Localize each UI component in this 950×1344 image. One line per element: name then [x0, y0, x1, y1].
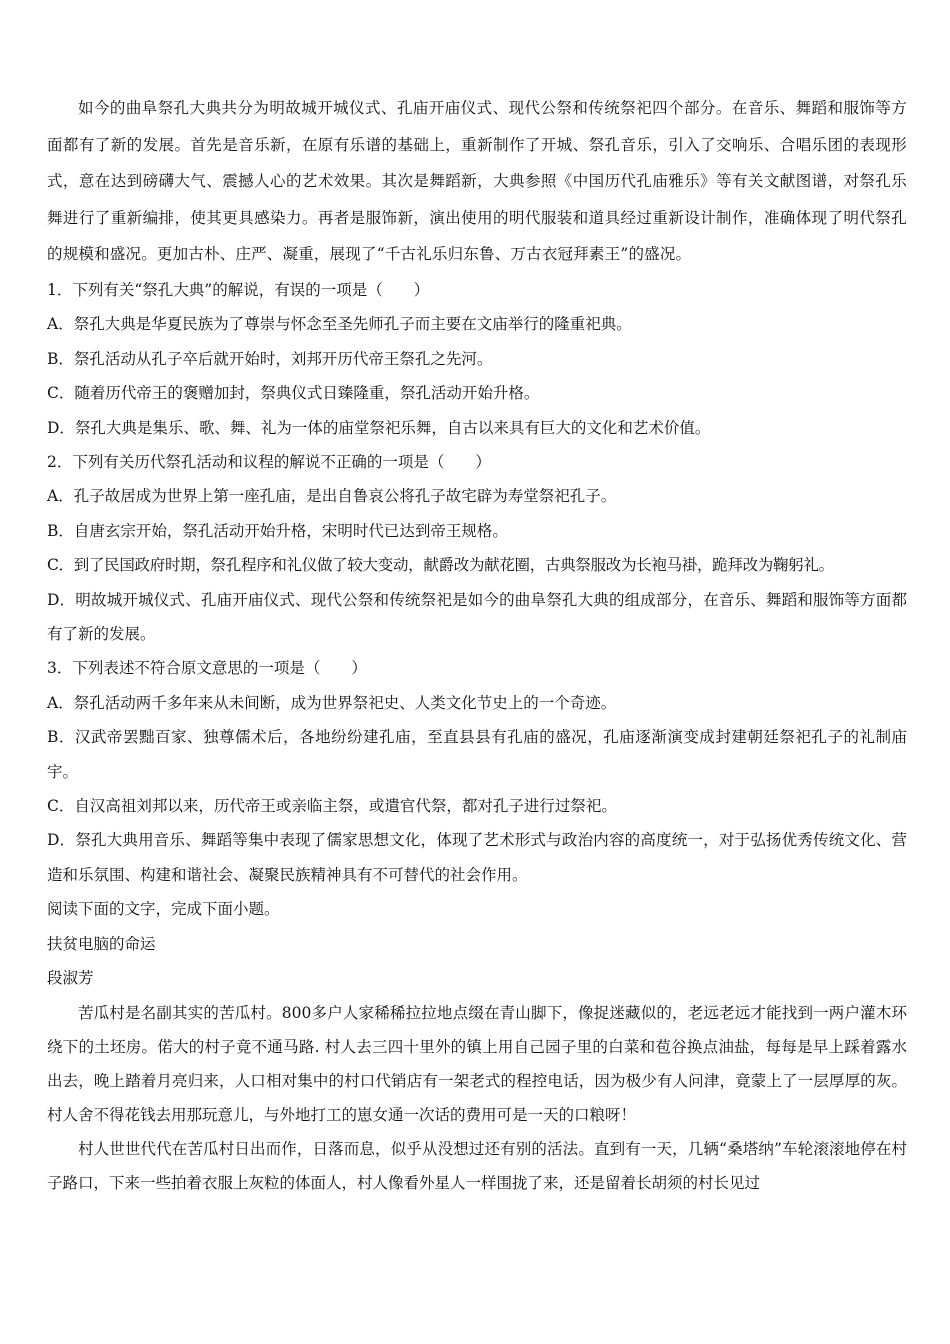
story-paragraph: 村人世世代代在苦瓜村日出而作，日落而息，似乎从没想过还有别的活法。直到有一天，几辆“桑塔纳”车轮滚滚地停在村子路口，下来一些拍着衣服上灰粒的体面人，村人像看外星人一样围拢了来，还是留着长胡须的村长见过 — [47, 1139, 907, 1192]
option-a: A．祭孔活动两千多年来从未间断，成为世界祭祀史、人类文化节史上的一个奇迹。 — [47, 693, 617, 712]
option-c: C．随着历代帝王的褒赠加封，祭典仪式日臻隆重，祭孔活动开始升格。 — [47, 384, 540, 403]
question-3 — [47, 651, 907, 892]
option-a: A．祭孔大典是华夏民族为了尊崇与怀念至圣先师孔子而主要在文庙举行的隆重祀典。 — [47, 315, 632, 334]
reading-instruction: 阅读下面的文字，完成下面小题。 — [47, 900, 280, 919]
question-1 — [47, 273, 907, 445]
passage-paragraph: 如今的曲阜祭孔大典共分为明故城开城仪式、孔庙开庙仪式、现代公祭和传统祭祀四个部分。在音乐、舞蹈和服饰等方面都有了新的发展。首先是音乐新，在原有乐谱的基础上，重新制作了开城、祭孔音乐，引入了交响乐、合唱乐团的表现形式，意在达到磅礴大气、震撼人心的艺术效果。其次是舞蹈新，大典参照《中国历代孔庙雅乐》等有关文献图谱，对祭孔乐舞进行了重新编排，使其更具感染力。再者是服饰新，演出使用的明代服装和道具经过重新设计制作，准确体现了明代祭孔的规模和盛况。更加古朴、庄严、凝重，展现了“千古礼乐归东鲁、万古衣冠拜素王”的盛况。 — [47, 99, 907, 264]
option-d: D．祭孔大典用音乐、舞蹈等集中表现了儒家思想文化，体现了艺术形式与政治内容的高度统一，对于弘扬优秀传统文化、营造和乐氛围、构建和谐社会、凝聚民族精神具有不可替代的社会作用。 — [47, 831, 907, 884]
option-b: B．汉武帝罢黜百家、独尊儒术后，各地纷纷建孔庙，至直县县有孔庙的盛况，孔庙逐渐演变成封建朝廷祭祀孔子的礼制庙宇。 — [47, 728, 907, 781]
option-c: C．到了民国政府时期，祭孔程序和礼仪做了较大变动，献爵改为献花圈，古典祭服改为长袍马褂，跪拜改为鞠躬礼。 — [47, 556, 834, 575]
question-stem: 1．下列有关“祭孔大典”的解说，有误的一项是（ ） — [47, 280, 430, 299]
story-title: 扶贫电脑的命运 — [47, 934, 156, 953]
question-stem: 2．下列有关历代祭孔活动和议程的解说不正确的一项是（ ） — [47, 453, 491, 471]
question-2 — [47, 445, 907, 651]
document-page — [47, 90, 907, 1200]
option-a: A．孔子故居成为世界上第一座孔庙，是出自鲁哀公将孔子故宅辟为寿堂祭祀孔子。 — [47, 487, 617, 506]
option-d: D．明故城开城仪式、孔庙开庙仪式、现代公祭和传统祭祀是如今的曲阜祭孔大典的组成部分，在音乐、舞蹈和服饰等方面都有了新的发展。 — [47, 590, 907, 644]
question-stem: 3．下列表述不符合原文意思的一项是（ ） — [47, 659, 367, 678]
story-paragraph: 苦瓜村是名副其实的苦瓜村。800多户人家稀稀拉拉地点缀在青山脚下，像捉迷藏似的，老远老远才能找到一两户灌木环绕下的土坯房。偌大的村子竟不通马路. 村人去三四十里外的镇上用自己园子里的白菜和苞谷换点油盐，每每是早上踩着露水出去，晚上踏着月亮归来，人口相对集中的村口代销店有一架老式的程控电话，因为极少有人问津，竟蒙上了一层厚厚的灰。村人舍不得花钱去用那玩意儿，与外地打工的崽女通一次话的费用可是一天的口粮呀！ — [47, 1003, 907, 1124]
option-d: D．祭孔大典是集乐、歌、舞、礼为一体的庙堂祭祀乐舞，自古以来具有巨大的文化和艺术价值。 — [47, 418, 711, 437]
story-author: 段淑芳 — [47, 969, 94, 988]
option-b: B．祭孔活动从孔子卒后就开始时，刘邦开历代帝王祭孔之先河。 — [47, 349, 493, 368]
option-c: C．自汉高祖刘邦以来，历代帝王或亲临主祭，或遣官代祭，都对孔子进行过祭祀。 — [47, 797, 617, 816]
option-b: B．自唐玄宗开始，祭孔活动开始升格，宋明时代已达到帝王规格。 — [47, 521, 508, 540]
